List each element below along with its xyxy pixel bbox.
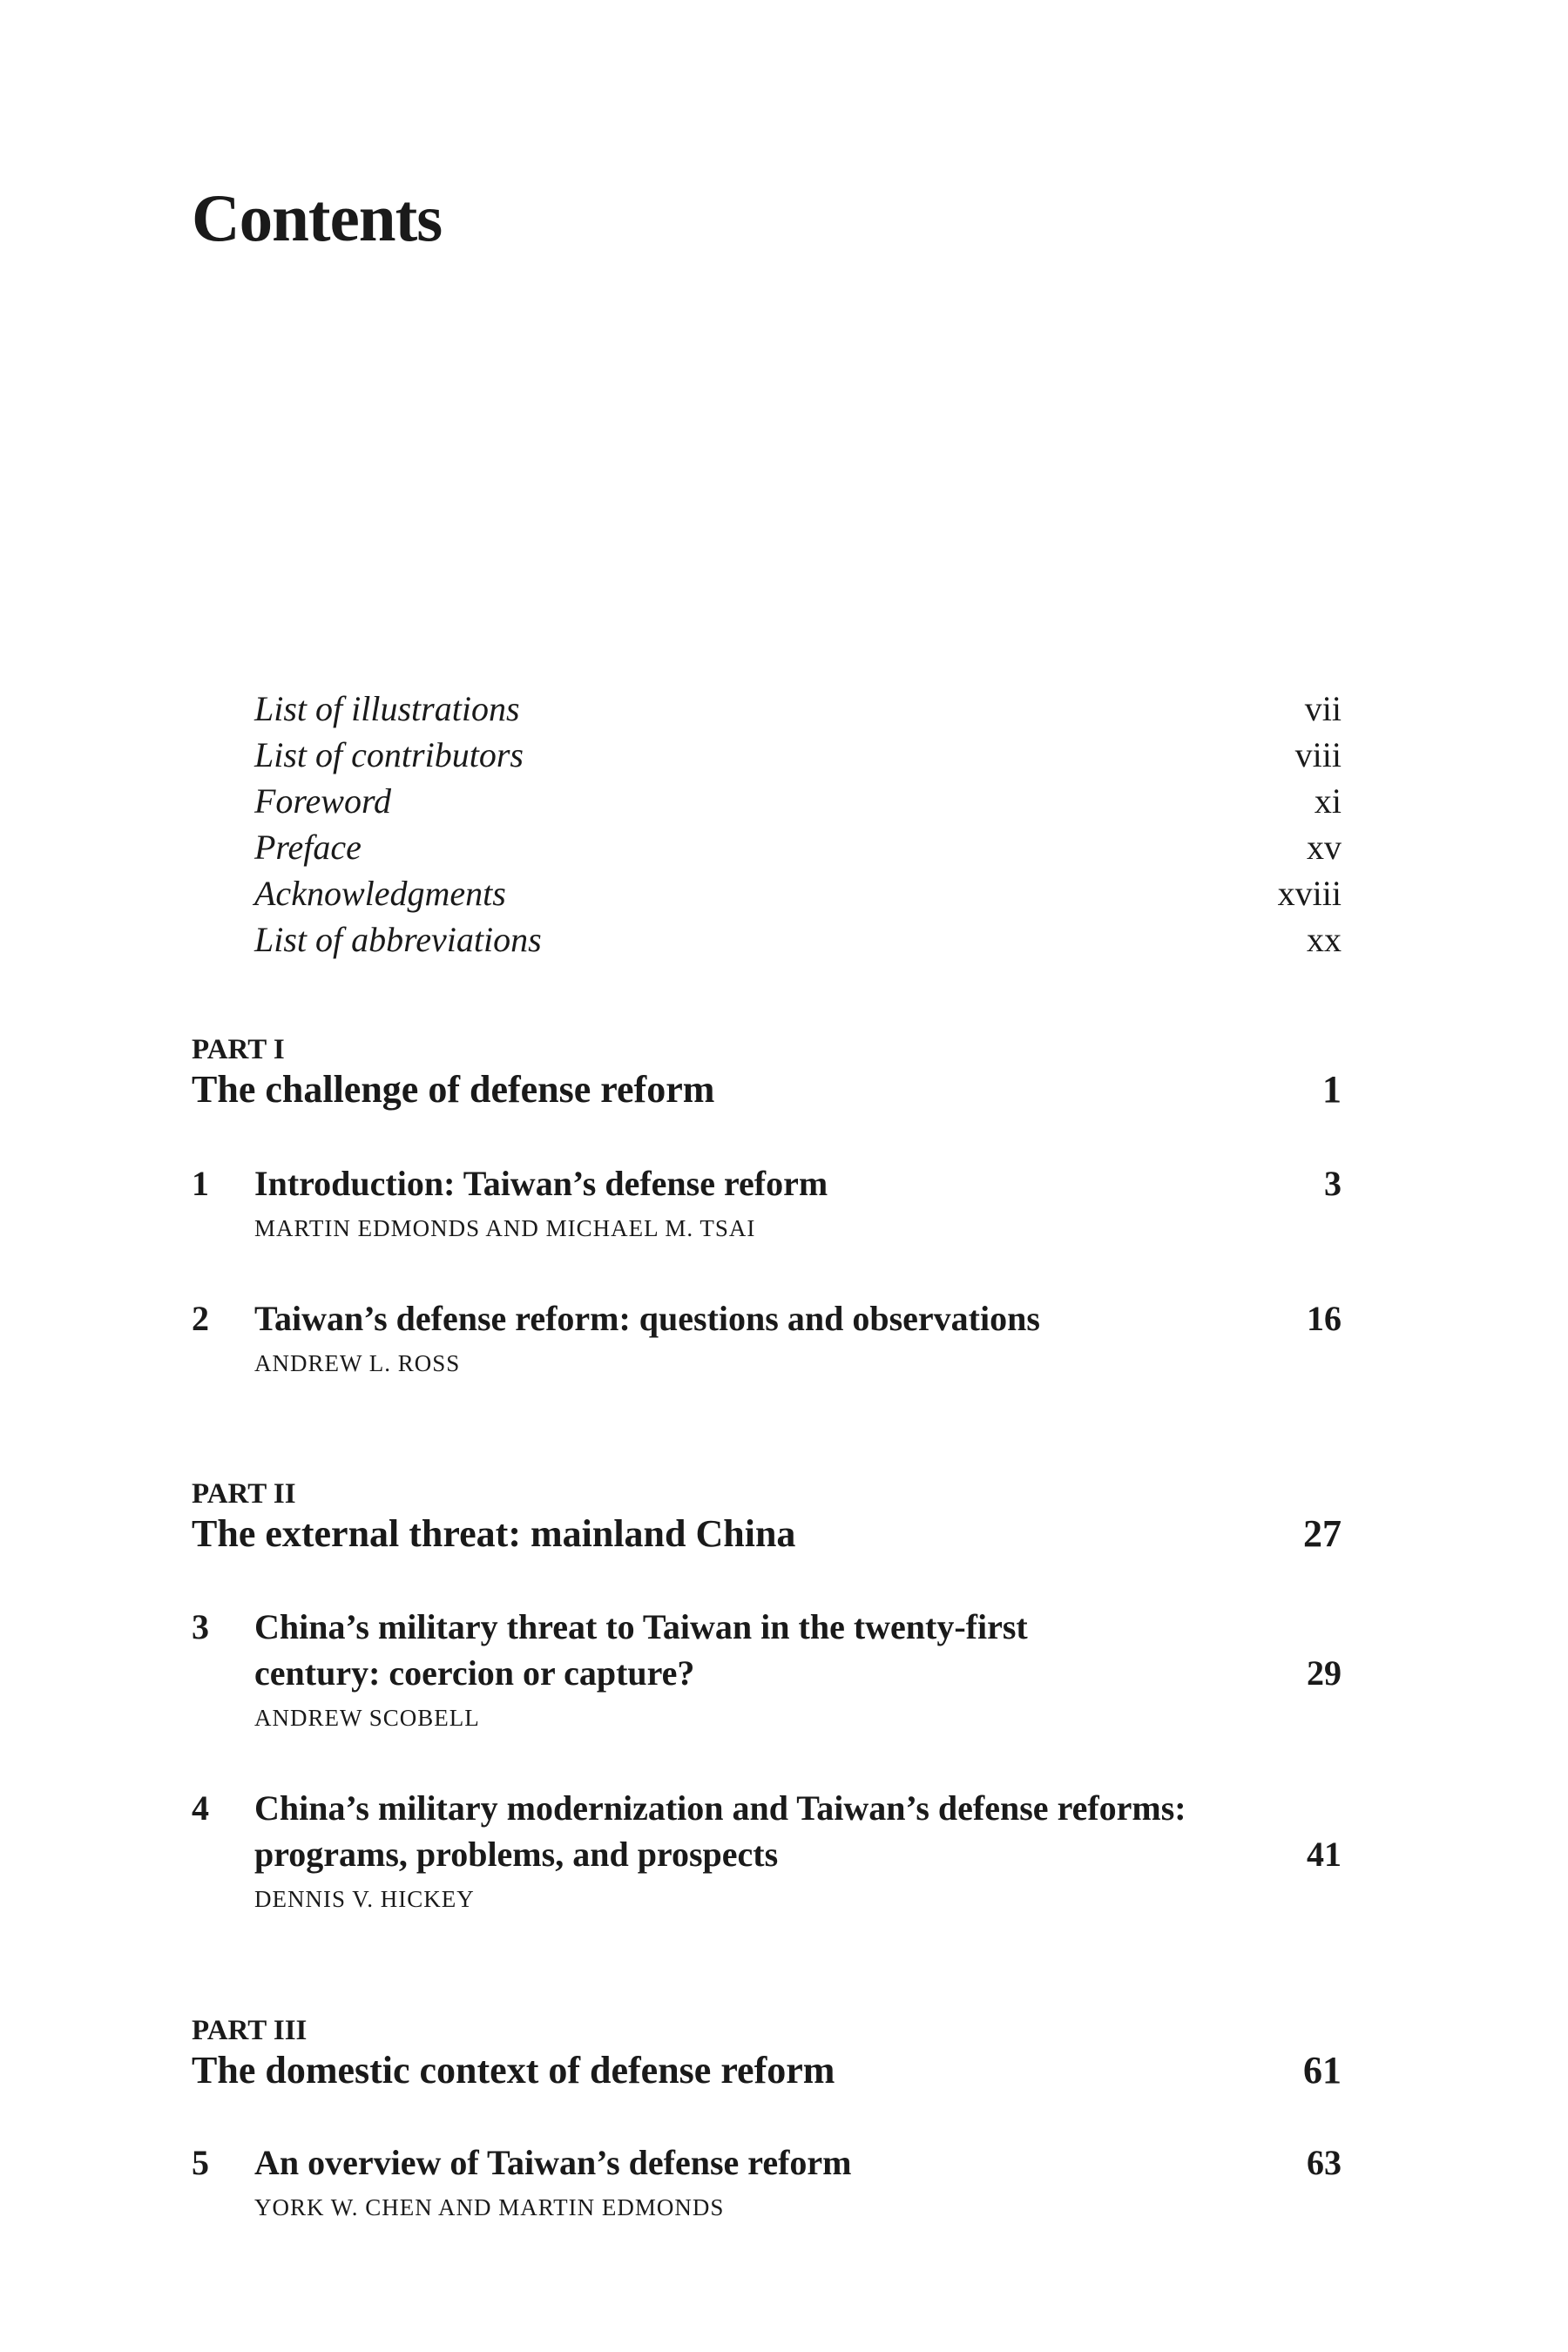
chapter-author: ANDREW SCOBELL [254,1705,480,1731]
chapter-number: 5 [192,2143,209,2182]
chapter-title: Taiwan’s defense reform: questions and observations [254,1299,1040,1338]
chapter-page: 16 [1307,1299,1342,1338]
chapter-title-line: programs, problems, and prospects [254,1835,779,1874]
chapter-entry[interactable] [192,1160,1342,1247]
chapter-number: 2 [192,1299,209,1338]
part-heading[interactable] [192,2048,1342,2094]
chapter-author: MARTIN EDMONDS AND MICHAEL M. TSAI [254,1215,756,1241]
front-matter-title: Preface [254,828,362,867]
chapter-author: ANDREW L. ROSS [254,1350,461,1376]
front-matter-page: vii [1304,689,1342,728]
chapter-title-line: century: coercion or capture? [254,1653,695,1693]
front-matter-title: List of illustrations [254,689,520,728]
front-matter-item[interactable] [254,916,1342,963]
chapter-page: 63 [1307,2143,1342,2182]
front-matter-title: List of contributors [254,735,524,774]
chapter-title: Introduction: Taiwan’s defense reform [254,1164,828,1203]
part-title: The challenge of defense reform [192,1068,715,1111]
front-matter-list [254,686,1342,963]
part-title: The domestic context of defense reform [192,2049,835,2092]
chapter-entry[interactable] [192,1295,1342,1382]
chapter-number: 3 [192,1607,209,1646]
chapter-title: An overview of Taiwan’s defense reform [254,2143,852,2182]
chapter-page: 41 [1307,1835,1342,1874]
chapter-number: 1 [192,1164,209,1203]
front-matter-title: List of abbreviations [254,920,542,959]
front-matter-item[interactable] [254,732,1342,778]
part-title: The external threat: mainland China [192,1512,796,1555]
front-matter-item[interactable] [254,686,1342,732]
front-matter-item[interactable] [254,778,1342,824]
chapter-entry[interactable] [192,2139,1342,2227]
part-heading[interactable] [192,1067,1342,1113]
chapter-entry[interactable] [192,1785,1342,1918]
part-heading[interactable] [192,1511,1342,1558]
front-matter-title: Acknowledgments [254,874,506,913]
front-matter-page: xx [1307,920,1342,959]
chapter-title-line: China’s military threat to Taiwan in the twenty-first [254,1607,1028,1646]
front-matter-page: xi [1314,781,1342,821]
page-title: Contents [192,180,443,255]
part-page: 1 [1322,1068,1342,1111]
chapter-title-line: China’s military modernization and Taiwan’s defense reforms: [254,1788,1186,1828]
part-label: PART I [192,1034,285,1065]
chapter-author: DENNIS V. HICKEY [254,1886,475,1912]
front-matter-page: xv [1307,828,1342,867]
chapter-number: 4 [192,1788,209,1828]
front-matter-title: Foreword [254,781,392,821]
part-page: 27 [1303,1512,1342,1555]
part-label: PART III [192,2015,308,2046]
front-matter-item[interactable] [254,870,1342,916]
chapter-page: 3 [1324,1164,1342,1203]
part-page: 61 [1303,2049,1342,2092]
chapter-page: 29 [1307,1653,1342,1693]
front-matter-page: xviii [1277,874,1342,913]
chapter-author: YORK W. CHEN AND MARTIN EDMONDS [254,2194,725,2220]
front-matter-page: viii [1294,735,1342,774]
front-matter-item[interactable] [254,824,1342,870]
part-label: PART II [192,1478,296,1510]
chapter-entry[interactable] [192,1604,1342,1737]
